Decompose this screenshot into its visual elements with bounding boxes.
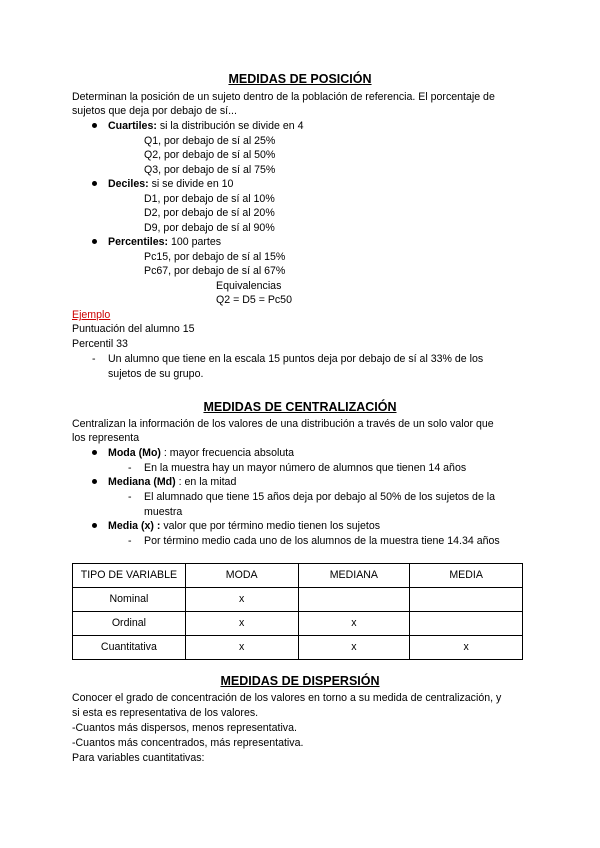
mediana-label: Mediana (Md) — [108, 476, 176, 488]
ejemplo-line-2: Percentil 33 — [72, 338, 128, 350]
header-tipo-variable: TIPO DE VARIABLE — [73, 564, 186, 588]
table-cell: x — [410, 636, 523, 660]
row-label: Ordinal — [73, 612, 186, 636]
percentiles-text: 100 partes — [168, 236, 222, 248]
header-media: MEDIA — [410, 564, 523, 588]
ejemplo-line-1: Puntuación del alumno 15 — [72, 323, 195, 335]
table-row — [73, 636, 523, 660]
dash-icon: - — [128, 535, 132, 547]
media-item — [108, 519, 380, 534]
table-cell — [410, 612, 523, 636]
cuartil-q2: Q2, por debajo de sí al 50% — [144, 149, 276, 161]
table-cell: x — [298, 636, 410, 660]
dispersion-line-4: -Cuantos más concentrados, más representativa. — [72, 737, 304, 749]
equivalencias-value: Q2 = D5 = Pc50 — [216, 294, 292, 306]
table-cell: x — [298, 612, 410, 636]
decil-d2: D2, por debajo de sí al 20% — [144, 207, 275, 219]
cuartil-q1: Q1, por debajo de sí al 25% — [144, 135, 276, 147]
variable-type-table — [72, 563, 523, 660]
equivalencias-label: Equivalencias — [216, 280, 282, 292]
section-title-dispersion: MEDIDAS DE DISPERSIÓN — [220, 674, 380, 688]
dispersion-line-2: si esta es representativa de los valores. — [72, 707, 259, 719]
table-cell — [410, 588, 523, 612]
table-header-row — [73, 564, 523, 588]
percentil-pc67: Pc67, por debajo de sí al 67% — [144, 265, 286, 277]
moda-label: Moda (Mo) — [108, 447, 161, 459]
mediana-text: : en la mitad — [175, 476, 237, 488]
table-row — [73, 612, 523, 636]
header-mediana: MEDIANA — [298, 564, 410, 588]
bullet-icon — [92, 181, 97, 186]
moda-item — [108, 446, 294, 461]
cuartiles-item — [108, 119, 304, 134]
dash-icon: - — [128, 462, 132, 474]
bullet-icon — [92, 450, 97, 455]
media-sub: Por término medio cada uno de los alumnos de la muestra tiene 14.34 años — [144, 535, 500, 547]
section-title-centralizacion: MEDIDAS DE CENTRALIZACIÓN — [203, 400, 397, 414]
mediana-sub-line-1: El alumnado que tiene 15 años deja por debajo al 50% de los sujetos de la — [144, 491, 496, 503]
section-title-posicion: MEDIDAS DE POSICIÓN — [228, 72, 372, 86]
media-label: Media (x) : — [108, 520, 161, 532]
cuartiles-label: Cuartiles: — [108, 120, 157, 132]
centralizacion-intro-line-1: Centralizan la información de los valores de una distribución a través de un solo valor que — [72, 418, 494, 430]
cuartil-q3: Q3, por debajo de sí al 75% — [144, 164, 276, 176]
header-moda: MODA — [185, 564, 298, 588]
ejemplo-dash-line-2: sujetos de su grupo. — [108, 368, 204, 380]
bullet-icon — [92, 123, 97, 128]
cuartiles-text: si la distribución se divide en 4 — [156, 120, 304, 132]
centralizacion-intro-line-2: los representa — [72, 432, 140, 444]
decil-d9: D9, por debajo de sí al 90% — [144, 222, 275, 234]
posicion-intro-line-1: Determinan la posición de un sujeto dentro de la población de referencia. El porcentaje de — [72, 91, 495, 103]
dash-icon: - — [128, 491, 132, 503]
dispersion-line-1: Conocer el grado de concentración de los valores en torno a su medida de centralización, y — [72, 692, 502, 704]
decil-d1: D1, por debajo de sí al 10% — [144, 193, 275, 205]
table-cell: x — [185, 588, 298, 612]
percentiles-item — [108, 235, 221, 250]
bullet-icon — [92, 523, 97, 528]
moda-sub: En la muestra hay un mayor número de alumnos que tienen 14 años — [144, 462, 467, 474]
table-row — [73, 588, 523, 612]
dispersion-line-3: -Cuantos más dispersos, menos representativa. — [72, 722, 297, 734]
bullet-icon — [92, 239, 97, 244]
dash-icon: - — [92, 353, 96, 365]
table-cell — [298, 588, 410, 612]
dispersion-line-5: Para variables cuantitativas: — [72, 752, 205, 764]
row-label: Cuantitativa — [73, 636, 186, 660]
percentiles-label: Percentiles: — [108, 236, 169, 248]
row-label: Nominal — [73, 588, 186, 612]
ejemplo-dash-line-1: Un alumno que tiene en la escala 15 puntos deja por debajo de sí al 33% de los — [108, 353, 484, 365]
table-cell: x — [185, 612, 298, 636]
mediana-item — [108, 475, 236, 490]
deciles-text: si se divide en 10 — [148, 178, 234, 190]
moda-text: : mayor frecuencia absoluta — [160, 447, 295, 459]
percentil-pc15: Pc15, por debajo de sí al 15% — [144, 251, 286, 263]
mediana-sub-line-2: muestra — [144, 506, 183, 518]
posicion-intro-line-2: sujetos que deja por debajo de sí... — [72, 105, 237, 117]
deciles-item — [108, 177, 233, 192]
ejemplo-heading: Ejemplo — [72, 309, 111, 321]
media-text: valor que por término medio tienen los sujetos — [160, 520, 381, 532]
table-cell: x — [185, 636, 298, 660]
bullet-icon — [92, 479, 97, 484]
deciles-label: Deciles: — [108, 178, 149, 190]
